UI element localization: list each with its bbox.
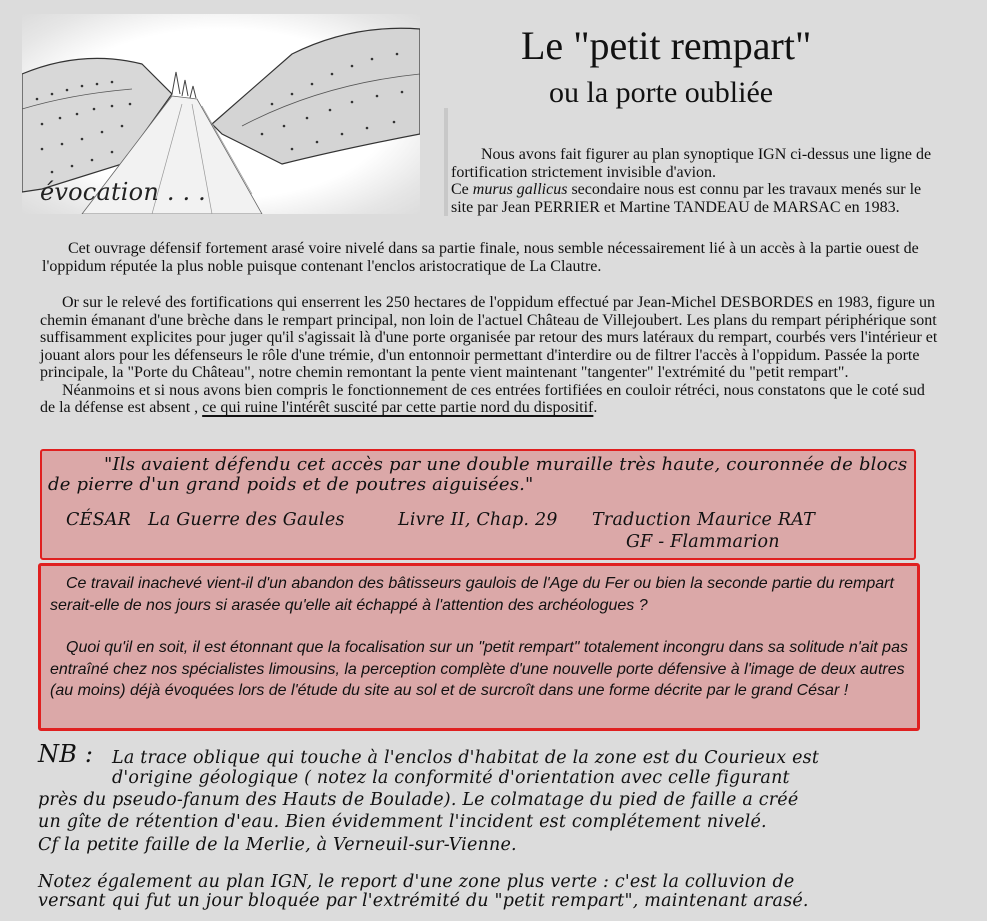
page-subtitle: ou la porte oubliée [549, 76, 774, 109]
paragraph-text: Cet ouvrage défensif fortement arasé voire nivelé dans sa partie finale, nous semble nécessairement lié à un accès à la partie ouest de l'oppidum réputée la plus noble puisque contenant l'enclos aristocratique de La Clautre. [42, 240, 919, 275]
page-title: Le "petit rempart" [521, 23, 812, 68]
quote-author: CÉSAR [66, 510, 131, 530]
caesar-quote: "Ils avaient défendu cet accès par une double muraille très haute, couronnée de blocs de pierre d'un grand poids et de poutres aiguisées." [48, 454, 908, 495]
note-line: d'origine géologique ( notez la conformité d'orientation avec celle figurant [112, 768, 790, 788]
paragraph-text: Or sur le relevé des fortifications qui enserrent les 250 hectares de l'oppidum effectué par Jean-Michel DESBORDES en 1983, figure un chemin émanant d'une brèche dans le rempart principal, non loin de l'actuel Château de Villejoubert. Les plans du rempart périphérique sont suffisamment explicites pour juger qu'il s'agissait là d'une porte organisée par retour des murs latéraux du rempart, courbés vers l'intérieur et jouant alors pour les défenseurs le rôle d'une trémie, d'un entonnoir permettant d'interdire ou de filtrer l'accès à l'oppidum. Passée la porte principale, la "Porte du Château", notre chemin remontant la pente vient maintenant "tangenter" l'extrémité du "petit rempart". [40, 294, 938, 381]
intro-paragraph [451, 146, 941, 216]
illustration-caption: évocation . . . [40, 178, 206, 206]
underlined-phrase: ce qui ruine l'intérêt suscité par cette partie nord du dispositif [202, 399, 594, 416]
note-line: un gîte de rétention d'eau. Bien évidemment l'incident est complétement nivelé. [38, 812, 767, 832]
paragraph-text-2 [40, 382, 940, 417]
note-line: Cf la petite faille de la Merlie, à Verneuil-sur-Vienne. [38, 835, 517, 855]
quote-publisher: GF - Flammarion [626, 532, 780, 552]
note-line: versant qui fut un jour bloquée par l'extrémité du "petit rempart", maintenant arasé. [38, 891, 809, 911]
body-paragraph-2 [40, 294, 940, 417]
body-paragraph-1 [42, 240, 932, 275]
decorative-divider [444, 108, 448, 216]
note-line: Notez également au plan IGN, le report d'une zone plus verte : c'est la colluvion de [38, 872, 795, 892]
commentary-paragraph-1: Ce travail inachevé vient-il d'un abandon des bâtisseurs gaulois de l'Age du Fer ou bien la seconde partie du rempart serait-elle de nos jours si arasée qu'elle ait échappé à l'attention des archéologues ? [50, 575, 894, 614]
intro-text: Ce [451, 181, 473, 198]
note-label: NB : [38, 740, 94, 768]
paragraph-text-end: . [593, 399, 598, 416]
paragraph-text-start: Néanmoins et si nous avons bien compris le fonctionnement de ces entrées fortifiées en couloir rétréci, nous constatons que le coté sud de la défense est absent , [40, 381, 925, 416]
quote-translation: Traduction Maurice RAT [592, 510, 815, 530]
intro-line-2 [451, 181, 941, 216]
intro-text-tail: secondaire nous est connu par les travaux menés sur le site par Jean PERRIER et Martine TANDEAU de MARSAC en 1983. [451, 181, 922, 216]
intro-emphasis: murus gallicus [472, 181, 568, 198]
commentary-text [50, 573, 910, 702]
quote-work: La Guerre des Gaules [148, 510, 345, 530]
intro-line-1: Nous avons fait figurer au plan synoptique IGN ci-dessus une ligne de fortification strictement invisible d'avion. [451, 146, 932, 181]
note-line: près du pseudo-fanum des Hauts de Boulade). Le colmatage du pied de faille a créé [38, 790, 799, 810]
note-line: La trace oblique qui touche à l'enclos d'habitat de la zone est du Courieux est [112, 748, 820, 768]
commentary-paragraph-2: Quoi qu'il en soit, il est étonnant que la focalisation sur un "petit rempart" totalement incongru dans sa solitude n'ait pas entraîné chez nos spécialistes limousins, la perception complète d'une nouvelle porte défensive à l'image de deux autres (au moins) déjà évoquées lors de l'étude du site au sol et de surcroît dans une forme décrite par le grand César ! [50, 639, 908, 699]
quote-chapter: Livre II, Chap. 29 [398, 510, 558, 530]
